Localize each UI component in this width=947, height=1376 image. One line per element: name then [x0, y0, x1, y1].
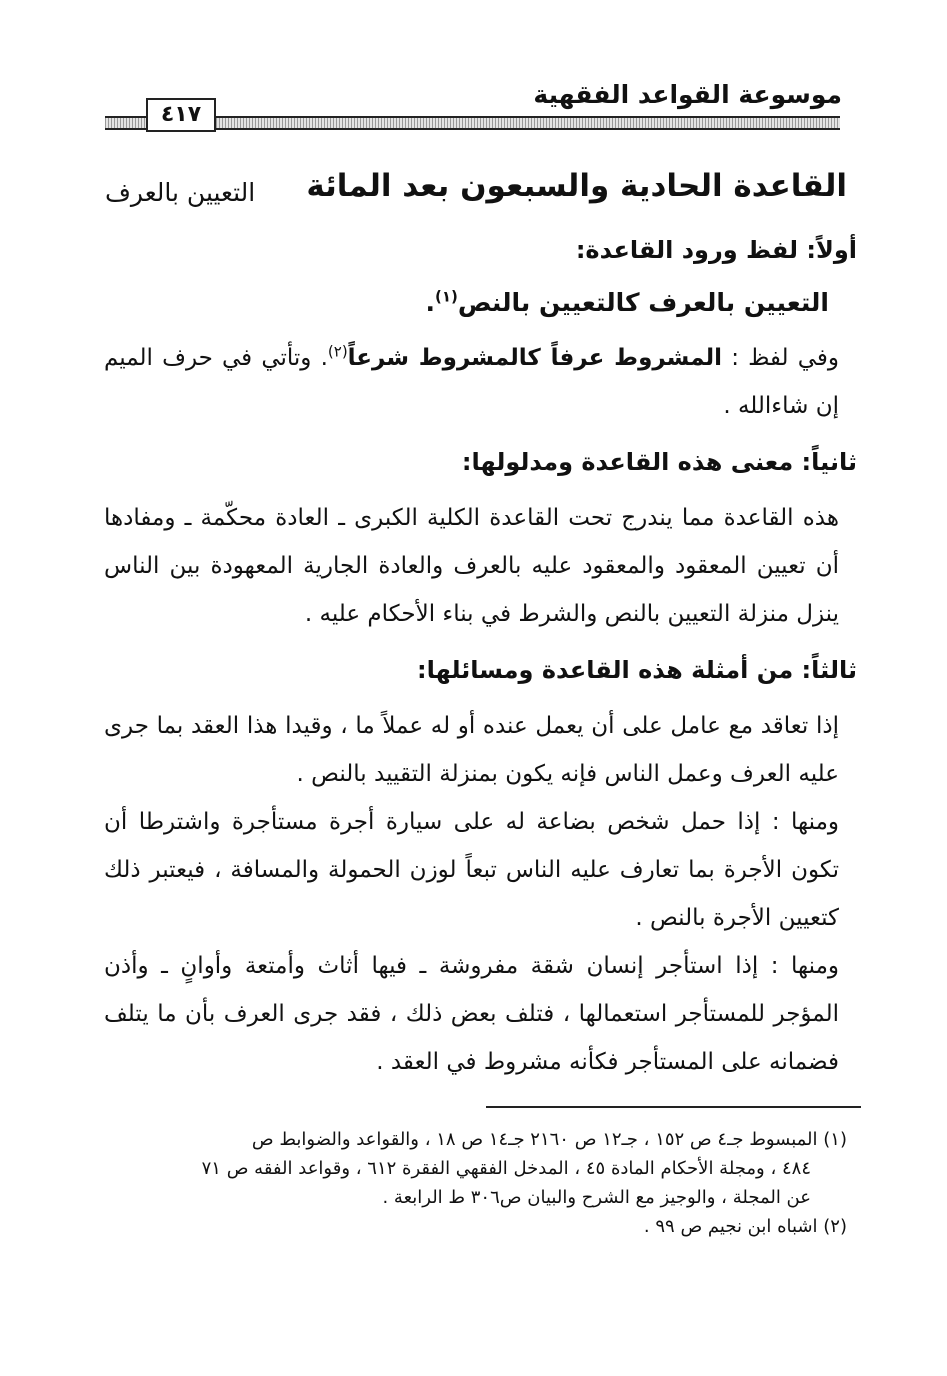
footnote-separator — [486, 1106, 861, 1108]
section-heading-meaning: ثانياً: معنى هذه القاعدة ومدلولها: — [461, 448, 857, 476]
alternate-wording-prefix: وفي لفظ : — [722, 345, 839, 371]
footnotes — [102, 1125, 847, 1241]
rule-statement-text: التعيين بالعرف كالتعيين بالنص — [457, 288, 829, 317]
example-paragraph: ومنها : إذا حمل شخص بضاعة له على سيارة أجرة مستأجرة واشترطا أن تكون الأجرة بما تعارف عليه الناس تبعاً لوزن الحمولة والمسافة ، فيعتبر ذلك كتعيين الأجرة بالنص . — [104, 809, 839, 931]
footnote-1-line-3: عن المجلة ، والوجيز مع الشرح والبيان ص٣٠٦ ط الرابعة . — [382, 1187, 811, 1208]
rule-side-title: التعيين بالعرف — [105, 178, 256, 207]
section-heading-wording: أولاً: لفظ ورود القاعدة: — [575, 236, 857, 264]
footnote-1-line-2: ٤٨٤ ، ومجلة الأحكام المادة ٤٥ ، المدخل الفقهي الفقرة ٦١٢ ، وقواعد الفقه ص ٧١ — [201, 1158, 811, 1179]
footnote-1-line-1: (١) المبسوط جـ٤ ص ١٥٢ ، جـ١٢ ص ٢١٦٠ جـ١٤ ص ١٨ ، والقواعد والضوابط ص — [251, 1129, 847, 1150]
alternate-wording-suffix: . وتأتي في حرف الميم إن شاءالله . — [104, 345, 839, 419]
footnote-ref-2: (٢) — [327, 342, 348, 361]
rule-statement-end: . — [425, 288, 435, 317]
meaning-paragraph: هذه القاعدة مما يندرج تحت القاعدة الكلية الكبرى ـ العادة محكّمة ـ ومفادها أن تعيين المعقود والمعقود عليه بالعرف والعادة الجارية المعهودة بين الناس ينزل منزلة التعيين بالنص والشرط في بناء الأحكام عليه . — [104, 505, 839, 627]
page-number: ٤١٧ — [146, 98, 216, 132]
rule-title: القاعدة الحادية والسبعون بعد المائة — [306, 168, 847, 204]
example-paragraph: إذا تعاقد مع عامل على أن يعمل عنده أو له عملاً ما ، وقيدا هذا العقد بما جرى عليه العرف وعمل الناس فإنه يكون بمنزلة التقييد بالنص . — [104, 713, 839, 787]
footnote-2: (٢) اشباه ابن نجيم ص ٩٩ . — [643, 1216, 847, 1237]
example-paragraph: ومنها : إذا استأجر إنسان شقة مفروشة ـ فيها أثاث وأمتعة وأوانٍ ـ وأذن المؤجر للمستأجر استعمالها ، فتلف بعض ذلك ، فقد جرى العرف بأن ما يتلف فضمانه على المستأجر فكأنه مشروط في العقد . — [104, 953, 839, 1075]
footnote-ref-1: (١) — [434, 287, 458, 306]
rule-statement — [425, 288, 829, 317]
alternate-wording-phrase: المشروط عرفاً كالمشروط شرعاً — [347, 345, 723, 371]
section-heading-examples: ثالثاً: من أمثلة هذه القاعدة ومسائلها: — [416, 656, 857, 684]
alternate-wording-paragraph — [104, 334, 839, 430]
running-title: موسوعة القواعد الفقهية — [533, 80, 842, 109]
